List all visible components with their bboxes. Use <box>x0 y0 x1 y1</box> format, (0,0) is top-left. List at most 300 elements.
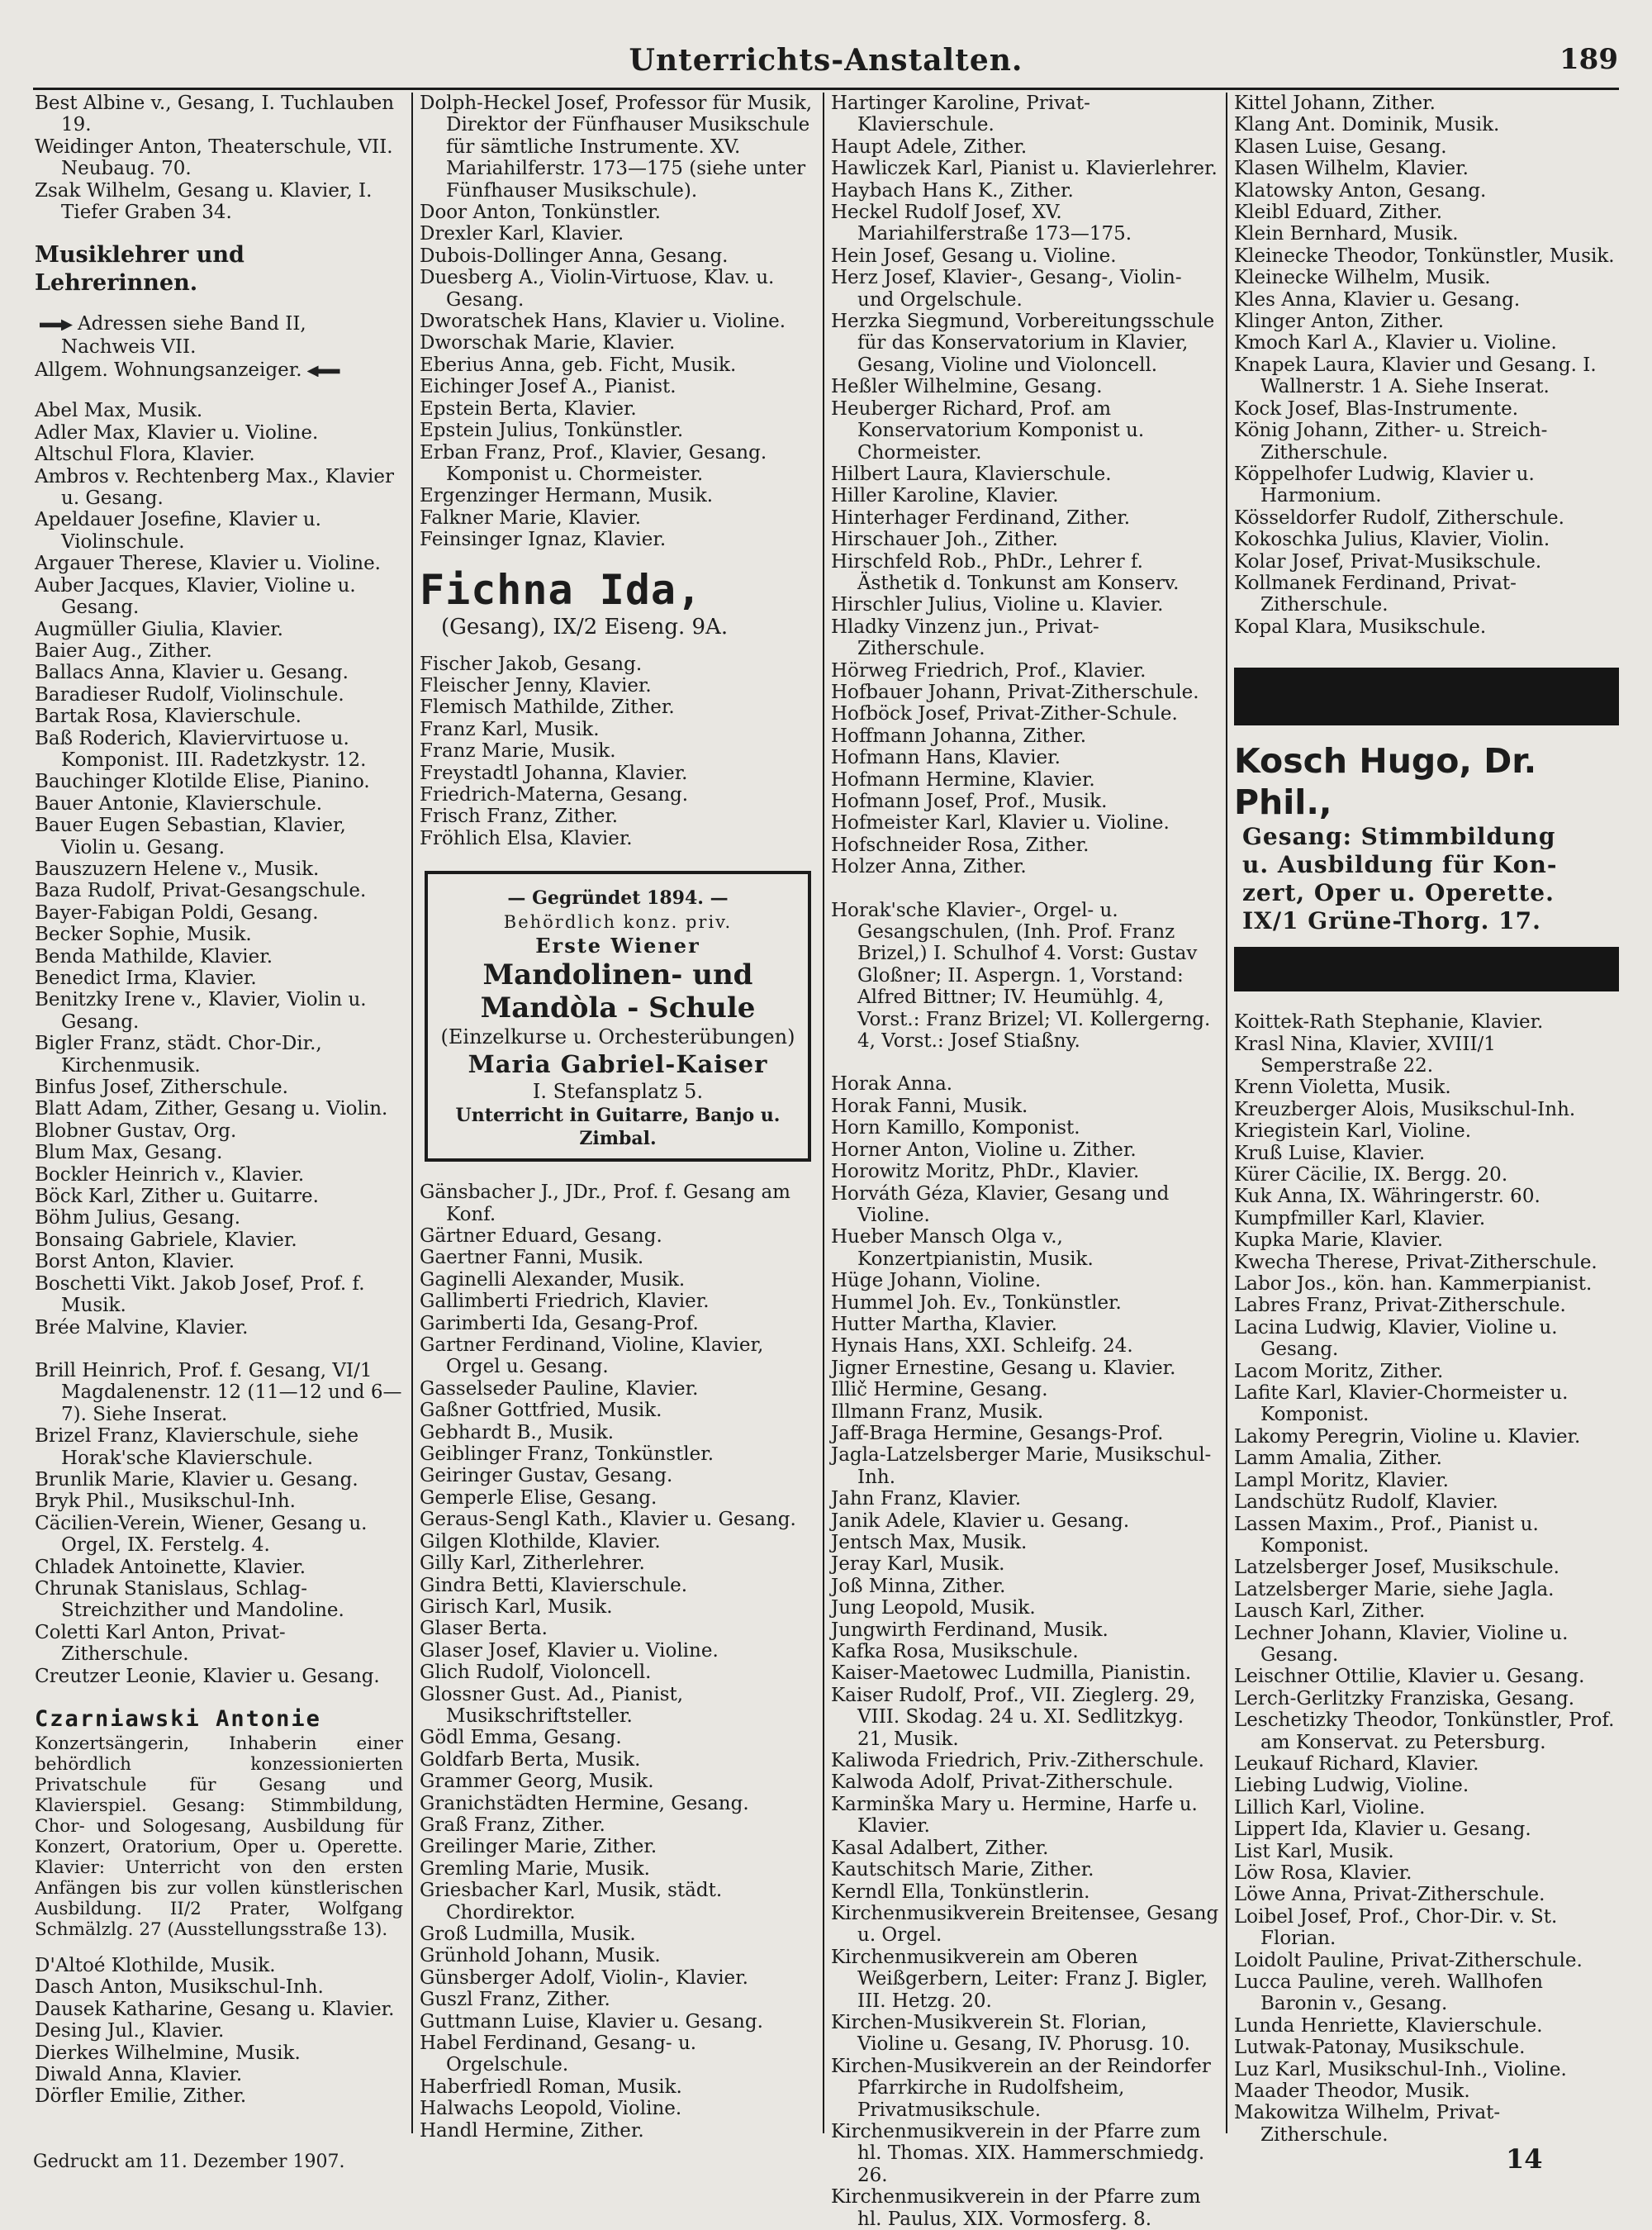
list-item: Lunda Henriette, Klavierschule. <box>1234 2014 1543 2037</box>
section-title: Musiklehrer und Lehrerinnen. <box>35 242 244 297</box>
list-item: Gallimberti Friedrich, Klavier. <box>420 1291 710 1313</box>
list-item: Friedrich-Materna, Gesang. <box>420 783 689 806</box>
column-3 <box>831 93 1219 2230</box>
list-item: Binfus Josef, Zitherschule. <box>35 1077 288 1099</box>
ad-address: I. Stefansplatz 5. <box>532 1080 704 1104</box>
list-item: Labor Jos., kön. han. Kammerpianist. <box>1234 1273 1593 1296</box>
list-item: Franz Karl, Musik. <box>420 718 600 740</box>
ad-name: Fichna Ida, <box>420 565 703 614</box>
list-item: Hinterhager Ferdinand, Zither. <box>831 506 1131 529</box>
list-item: Bauchinger Klotilde Elise, Pianino. <box>35 771 370 793</box>
list-item: Blum Max, Gesang. <box>35 1142 223 1164</box>
list-item: Dworschak Marie, Klavier. <box>420 332 676 354</box>
list-item: Erban Franz, Prof., Klavier, Gesang. Komponist u. Chormeister. <box>420 441 767 485</box>
list-item: Freystadtl Johanna, Klavier. <box>420 762 688 784</box>
list-item: Drexler Karl, Klavier. <box>420 223 624 245</box>
list-item: Grammer Georg, Musik. <box>420 1771 654 1793</box>
list-item: Klein Bernhard, Musik. <box>1234 223 1459 245</box>
list-item: Bayer-Fabigan Poldi, Gesang. <box>35 901 319 924</box>
list-item: Baß Roderich, Klaviervirtuose u. Komponist. III. Radetzkystr. 12. <box>35 727 367 771</box>
column-divider-2 <box>823 93 824 2133</box>
list-item: Kautschitsch Marie, Zither. <box>831 1859 1094 1881</box>
list-item: Brizel Franz, Klavierschule, siehe Horak'sche Klavierschule. <box>35 1425 359 1469</box>
list-item: Günsberger Adolf, Violin-, Klavier. <box>420 1966 748 1989</box>
list-item: Eberius Anna, geb. Ficht, Musik. <box>420 354 737 376</box>
list-item: Kollmanek Ferdinand, Privat-Zitherschule. <box>1234 572 1517 616</box>
ad-fichna <box>420 566 816 640</box>
list-item: Hofmann Hermine, Klavier. <box>831 768 1095 791</box>
list-item: Kokoschka Julius, Klavier, Violin. <box>1234 529 1550 551</box>
list-item: Labres Franz, Privat-Zitherschule. <box>1234 1295 1566 1317</box>
list-item: Heßler Wilhelmine, Gesang. <box>831 376 1103 398</box>
list-item: Horak'sche Klavier-, Orgel- u. Gesangschulen, (Inh. Prof. Franz Brizel,) I. Schulhof 4. Vorst: Gustav Gloßner; II. Aspergn. 1, Vorstand: Alfred Bittner; IV. Heumühlg. 4, Vorst.: Franz Brizel; VI. Kollergerng. 4, Vorst.: Josef Stiaßny. <box>831 899 1211 1053</box>
list-item: Griesbacher Karl, Musik, städt. Chordirektor. <box>420 1880 723 1923</box>
list-item: Böhm Julius, Gesang. <box>35 1207 241 1229</box>
header-rule <box>33 88 1619 90</box>
list-item: Augmüller Giulia, Klavier. <box>35 618 283 640</box>
list-item: Makowitza Wilhelm, Privat-Zitherschule. <box>1234 2102 1501 2146</box>
list-item: Kafka Rosa, Musikschule. <box>831 1641 1079 1663</box>
list-item: Kirchen-Musikverein St. Florian, Violine u. Gesang, IV. Phorusg. 10. <box>831 2011 1190 2056</box>
list-item: Kumpfmiller Karl, Klavier. <box>1234 1207 1486 1229</box>
list-item: Kirchen-Musikverein an der Reindorfer Pfarrkirche in Rudolfsheim, Privatmusikschule. <box>831 2055 1211 2121</box>
list-item: Bryk Phil., Musikschul-Inh. <box>35 1491 296 1513</box>
list-item: Hofschneider Rosa, Zither. <box>831 834 1089 856</box>
list-item: Door Anton, Tonkünstler. <box>420 202 661 224</box>
list-item: Gänsbacher J., JDr., Prof. f. Gesang am Konf. <box>420 1182 790 1225</box>
list-item: Kock Josef, Blas-Instrumente. <box>1234 397 1519 420</box>
list-item: Guszl Franz, Zither. <box>420 1989 610 2011</box>
list-item: Kolar Josef, Privat-Musikschule. <box>1234 550 1542 573</box>
list-item: Hiller Karoline, Klavier. <box>831 485 1059 507</box>
list-item: Haybach Hans K., Zither. <box>831 179 1074 202</box>
list-item: Kittel Johann, Zither. <box>1234 93 1436 114</box>
list-item: Kaiser Rudolf, Prof., VII. Zieglerg. 29, VIII. Skodag. 24 u. XI. Sedlitzkyg. 21, Musik. <box>831 1684 1196 1750</box>
list-item: Gaginelli Alexander, Musik. <box>420 1268 686 1291</box>
list-item: Kirchenmusikverein in der Pfarre zum hl. Thomas. XIX. Hammerschmiedg. 26. <box>831 2120 1205 2186</box>
list-item: Kupka Marie, Klavier. <box>1234 1229 1444 1252</box>
list-item: Lutwak-Patonay, Musikschule. <box>1234 2037 1526 2059</box>
column-2 <box>420 93 816 2175</box>
list-item: Desing Jul., Klavier. <box>35 2020 225 2042</box>
list-item: Duesberg A., Violin-Virtuose, Klav. u. Gesang. <box>420 267 775 311</box>
list-item: Baradieser Rudolf, Violinschule. <box>35 683 344 706</box>
list-item: Leischner Ottilie, Klavier u. Gesang. <box>1234 1666 1585 1688</box>
list-item: Illmann Franz, Musik. <box>831 1400 1044 1423</box>
list-item: Ergenzinger Hermann, Musik. <box>420 485 714 507</box>
list-item: Leschetizky Theodor, Tonkünstler, Prof. am Konservat. zu Petersburg. <box>1234 1709 1615 1753</box>
list-item: Latzelsberger Marie, siehe Jagla. <box>1234 1578 1555 1600</box>
pointing-hand-icon <box>307 365 340 377</box>
list-item: Dolph-Heckel Josef, Professor für Musik, Direktor der Fünfhauser Musikschule für sämtliche Instrumente. XV. Mariahilferstr. 173—175 (siehe unter Fünfhauser Musikschule). <box>420 93 813 202</box>
list-item: Abel Max, Musik. <box>35 400 203 422</box>
list-item: Becker Sophie, Musik. <box>35 924 252 946</box>
list-item: Lausch Karl, Zither. <box>1234 1600 1426 1623</box>
list-item: Kaiser-Maetowec Ludmilla, Pianistin. <box>831 1662 1192 1685</box>
spacer <box>831 878 1219 900</box>
list-item: Graß Franz, Zither. <box>420 1814 605 1836</box>
ad-line: IX/1 Grüne-Thorg. 17. <box>1242 907 1541 935</box>
list-item: Borst Anton, Klavier. <box>35 1251 235 1273</box>
list-item: Baza Rudolf, Privat-Gesangschule. <box>35 880 367 902</box>
ad-kosch <box>1234 668 1619 991</box>
list-item: Hofbauer Johann, Privat-Zitherschule. <box>831 681 1199 703</box>
list-item: Hilbert Laura, Klavierschule. <box>831 463 1112 485</box>
list-item: Lillich Karl, Violine. <box>1234 1796 1426 1819</box>
list-item: Gindra Betti, Klavierschule. <box>420 1574 688 1596</box>
list-item: Hirschauer Joh., Zither. <box>831 529 1058 551</box>
list-item: Lampl Moritz, Klavier. <box>1234 1469 1449 1491</box>
list-item: Loidolt Pauline, Privat-Zitherschule. <box>1234 1949 1583 1971</box>
list-item: Goldfarb Berta, Musik. <box>420 1748 641 1771</box>
cross-reference-note-2 <box>35 359 403 382</box>
list-item: Frisch Franz, Zither. <box>420 806 619 828</box>
list-item: Halwachs Leopold, Violine. <box>420 2098 682 2120</box>
list-item: Gilly Karl, Zitherlehrer. <box>420 1552 645 1575</box>
ad-headline-2: Mandòla - Schule <box>480 991 756 1025</box>
list-item: Cäcilien-Verein, Wiener, Gesang u. Orgel, IX. Ferstelg. 4. <box>35 1512 368 1557</box>
list-item: Blatt Adam, Zither, Gesang u. Violin. <box>35 1098 388 1120</box>
ad-lessons: Unterricht in Guitarre, Banjo u. Zimbal. <box>455 1105 781 1150</box>
list-item: Jung Leopold, Musik. <box>831 1597 1036 1619</box>
list-item: Lakomy Peregrin, Violine u. Klavier. <box>1234 1425 1581 1448</box>
ad-name: Kosch Hugo, Dr. Phil., <box>1234 741 1537 823</box>
list-item: Kleibl Eduard, Zither. <box>1234 202 1443 224</box>
list-item: Dubois-Dollinger Anna, Gesang. <box>420 245 729 267</box>
list-item: Geraus-Sengl Kath., Klavier u. Gesang. <box>420 1509 796 1531</box>
list-item: Kalwoda Adolf, Privat-Zitherschule. <box>831 1771 1174 1794</box>
list-item: Kasal Adalbert, Zither. <box>831 1837 1049 1859</box>
list-item: Jentsch Max, Musik. <box>831 1532 1028 1553</box>
list-item: Dasch Anton, Musikschul-Inh. <box>35 1976 324 1999</box>
list-item: Herzka Siegmund, Vorbereitungsschule für das Konservatorium in Klavier, Gesang, Violine und Violoncell. <box>831 311 1215 376</box>
list-item: Horak Fanni, Musik. <box>831 1095 1028 1117</box>
spacer <box>35 1338 403 1360</box>
list-item: Bonsaing Gabriele, Klavier. <box>35 1229 297 1251</box>
page-number: 189 <box>1559 43 1618 76</box>
list-item: Fleischer Jenny, Klavier. <box>420 674 652 697</box>
list-item: Chrunak Stanislaus, Schlag-Streichzither und Mandoline. <box>35 1577 344 1622</box>
list-item: Latzelsberger Josef, Musikschule. <box>1234 1557 1559 1579</box>
page-title: Unterrichts-Anstalten. <box>629 43 1023 78</box>
list-item: Kirchenmusikverein in der Pfarre zum hl. Paulus, XIX. Vormosferg. 8. <box>831 2186 1201 2230</box>
list-item: Hein Josef, Gesang u. Violine. <box>831 245 1117 267</box>
list-item: Klasen Luise, Gesang. <box>1234 136 1447 158</box>
list-item: Glaser Berta. <box>420 1618 548 1640</box>
list-item: Liebing Ludwig, Violine. <box>1234 1775 1469 1797</box>
list-item: Kles Anna, Klavier u. Gesang. <box>1234 288 1521 311</box>
list-item: Kürer Cäcilie, IX. Bergg. 20. <box>1234 1164 1508 1186</box>
list-item: Ambros v. Rechtenberg Max., Klavier u. Gesang. <box>35 465 395 510</box>
list-item: Loibel Josef, Prof., Chor-Dir. v. St. Florian. <box>1234 1905 1558 1950</box>
list-item: D'Altoé Klothilde, Musik. <box>35 1955 276 1976</box>
list-item: Jungwirth Ferdinand, Musik. <box>831 1619 1108 1641</box>
list-item: Illič Hermine, Gesang. <box>831 1379 1048 1401</box>
list-item: Lechner Johann, Klavier, Violine u. Gesang. <box>1234 1622 1569 1666</box>
cross-reference-note <box>35 312 403 359</box>
list-item: Hofmann Josef, Prof., Musik. <box>831 791 1108 812</box>
entry-list-bottom <box>420 1182 816 2142</box>
list-item: Lucca Pauline, vereh. Wallhofen Baronin v., Gesang. <box>1234 1971 1543 2015</box>
list-item: Kreuzberger Alois, Musikschul-Inh. <box>1234 1098 1576 1120</box>
list-item: Glaser Josef, Klavier u. Violine. <box>420 1639 719 1662</box>
list-item: Adler Max, Klavier u. Violine. <box>35 421 319 444</box>
list-item: Leukauf Richard, Klavier. <box>1234 1752 1479 1775</box>
list-item: List Karl, Musik. <box>1234 1840 1394 1862</box>
ad-owner: Maria Gabriel-Kaiser <box>468 1050 768 1079</box>
spacer <box>831 1052 1219 1073</box>
entry-list-top <box>35 93 403 223</box>
list-item: Klatowsky Anton, Gesang. <box>1234 179 1487 202</box>
list-item: Hladky Vinzenz jun., Privat-Zitherschule. <box>831 616 1099 660</box>
list-item: König Johann, Zither- u. Streich-Zitherschule. <box>1234 420 1548 464</box>
list-item: Handl Hermine, Zither. <box>420 2119 644 2142</box>
list-item: Böck Karl, Zither u. Guitarre. <box>35 1186 319 1208</box>
list-item: Horner Anton, Violine u. Zither. <box>831 1139 1137 1161</box>
list-item: Heckel Rudolf Josef, XV. Mariahilferstraße 173—175. <box>831 202 1132 245</box>
list-item: Horn Kamillo, Komponist. <box>831 1117 1080 1139</box>
pointing-hand-icon <box>40 319 73 330</box>
list-item: Zsak Wilhelm, Gesang u. Klavier, I. Tiefer Graben 34. <box>35 179 373 224</box>
list-item: Ballacs Anna, Klavier u. Gesang. <box>35 662 349 684</box>
list-item: Hynais Hans, XXI. Schleifg. 24. <box>831 1335 1133 1357</box>
list-item: Bauer Antonie, Klavierschule. <box>35 792 323 815</box>
list-item: Granichstädten Hermine, Gesang. <box>420 1792 749 1814</box>
list-item: Lacina Ludwig, Klavier, Violine u. Gesang. <box>1234 1316 1558 1361</box>
list-item: Köppelhofer Ludwig, Klavier u. Harmonium. <box>1234 463 1535 507</box>
list-item: Klang Ant. Dominik, Musik. <box>1234 114 1500 136</box>
list-item: Hutter Martha, Klavier. <box>831 1313 1057 1335</box>
ad-name: Czarniawski Antonie <box>35 1706 321 1732</box>
ad-black-bar <box>1234 947 1619 991</box>
list-item: Boschetti Vikt. Jakob Josef, Prof. f. Musik. <box>35 1272 365 1317</box>
list-item: Kerndl Ella, Tonkünstlerin. <box>831 1881 1090 1903</box>
list-item: Landschütz Rudolf, Klavier. <box>1234 1491 1498 1514</box>
list-item: Lippert Ida, Klavier u. Gesang. <box>1234 1819 1531 1841</box>
list-item: Hoffmann Johanna, Zither. <box>831 725 1087 747</box>
list-item: Garimberti Ida, Gesang-Prof. <box>420 1312 699 1334</box>
list-item: Bartak Rosa, Klavierschule. <box>35 706 301 728</box>
list-item: Baier Aug., Zither. <box>35 640 212 662</box>
list-item: Geiblinger Franz, Tonkünstler. <box>420 1443 714 1466</box>
ad-subtitle: (Gesang), IX/2 Eiseng. 9A. <box>441 614 729 640</box>
list-item: Creutzer Leonie, Klavier u. Gesang. <box>35 1665 380 1687</box>
list-item: Gaßner Gottfried, Musik. <box>420 1400 662 1422</box>
list-item: Benitzky Irene v., Klavier, Violin u. Gesang. <box>35 989 367 1033</box>
column-divider-3 <box>1226 93 1227 2133</box>
list-item: Bockler Heinrich v., Klavier. <box>35 1163 305 1186</box>
list-item: Hueber Mansch Olga v., Konzertpianistin, Musik. <box>831 1226 1094 1270</box>
list-item: Fröhlich Elsa, Klavier. <box>420 827 633 849</box>
list-item: Coletti Karl Anton, Privat-Zitherschule. <box>35 1621 286 1666</box>
list-item: Blobner Gustav, Org. <box>35 1120 237 1142</box>
list-item: Kopal Klara, Musikschule. <box>1234 616 1487 638</box>
list-item: Epstein Julius, Tonkünstler. <box>420 420 684 442</box>
list-item: Lacom Moritz, Zither. <box>1234 1360 1444 1382</box>
list-item: Joß Minna, Zither. <box>831 1575 1006 1597</box>
list-item: Gemperle Elise, Gesang. <box>420 1486 657 1509</box>
entry-list <box>420 93 816 551</box>
list-item: Haupt Adele, Zither. <box>831 136 1028 158</box>
list-item: Girisch Karl, Musik. <box>420 1595 613 1618</box>
list-item: Flemisch Mathilde, Zither. <box>420 697 675 719</box>
print-date: Gedruckt am 11. Dezember 1907. <box>33 2152 345 2172</box>
list-item: Grünhold Johann, Musik. <box>420 1945 661 1967</box>
list-item: Glossner Gust. Ad., Pianist, Musikschriftsteller. <box>420 1683 684 1727</box>
list-item: Gödl Emma, Gesang. <box>420 1727 622 1749</box>
list-item: Heuberger Richard, Prof. am Konservatorium Komponist u. Chormeister. <box>831 397 1145 464</box>
list-item: Brill Heinrich, Prof. f. Gesang, VI/1 Magdalenenstr. 12 (11—12 und 6—7). Siehe Inserat. <box>35 1359 402 1425</box>
list-item: Hummel Joh. Ev., Tonkünstler. <box>831 1291 1122 1314</box>
list-item: Benda Mathilde, Klavier. <box>35 945 273 968</box>
list-item: Guttmann Luise, Klavier u. Gesang. <box>420 2010 763 2033</box>
list-item: Weidinger Anton, Theaterschule, VII. Neubaug. 70. <box>35 136 393 180</box>
list-item: Holzer Anna, Zither. <box>831 856 1027 878</box>
ad-mandolinen-schule <box>425 871 811 1162</box>
list-item: Luz Karl, Musikschul-Inh., Violine. <box>1234 2058 1567 2080</box>
list-item: Best Albine v., Gesang, I. Tuchlauben 19. <box>35 93 395 136</box>
list-item: Brée Malvine, Klavier. <box>35 1316 249 1338</box>
list-item: Diwald Anna, Klavier. <box>35 2064 243 2086</box>
note-line-1: Adressen siehe Band II, Nachweis VII. <box>61 313 306 359</box>
list-item: Auber Jacques, Klavier, Violine u. Gesang. <box>35 574 356 619</box>
list-item: Altschul Flora, Klavier. <box>35 444 255 466</box>
list-item: Epstein Berta, Klavier. <box>420 397 637 420</box>
list-item: Glich Rudolf, Violoncell. <box>420 1662 652 1684</box>
list-item: Hörweg Friedrich, Prof., Klavier. <box>831 659 1146 682</box>
ad-black-bar <box>1234 668 1619 725</box>
list-item: Kuk Anna, IX. Währingerstr. 60. <box>1234 1186 1540 1208</box>
list-item: Hofböck Josef, Privat-Zither-Schule. <box>831 703 1178 725</box>
note-line-2: Allgem. Wohnungsanzeiger. <box>35 359 302 382</box>
list-item: Kirchenmusikverein Breitensee, Gesang u. Orgel. <box>831 1902 1219 1947</box>
list-item: Hirschler Julius, Violine u. Klavier. <box>831 594 1164 616</box>
list-item: Bauer Eugen Sebastian, Klavier, Violin u. Gesang. <box>35 815 346 858</box>
list-item: Klinger Anton, Zither. <box>1234 311 1445 333</box>
list-item: Habel Ferdinand, Gesang- u. Orgelschule. <box>420 2033 697 2076</box>
list-item: Kriegistein Karl, Violine. <box>1234 1120 1472 1143</box>
column-4 <box>1234 93 1619 2175</box>
list-item: Bauszuzern Helene v., Musik. <box>35 858 320 880</box>
list-item: Franz Marie, Musik. <box>420 740 616 763</box>
list-item: Kwecha Therese, Privat-Zitherschule. <box>1234 1251 1597 1273</box>
list-item: Horowitz Moritz, PhDr., Klavier. <box>831 1161 1140 1183</box>
list-item: Hofmeister Karl, Klavier u. Violine. <box>831 812 1170 834</box>
ad-courses: (Einzelkurse u. Orchesterübungen) <box>440 1025 795 1049</box>
list-item: Lafite Karl, Klavier-Chormeister u. Komponist. <box>1234 1382 1569 1426</box>
list-item: Jagla-Latzelsberger Marie, Musikschul-Inh. <box>831 1444 1212 1488</box>
list-item: Greilinger Marie, Zither. <box>420 1836 657 1858</box>
list-item: Gartner Ferdinand, Violine, Klavier, Orgel u. Gesang. <box>420 1334 764 1378</box>
list-item: Horváth Géza, Klavier, Gesang und Violine. <box>831 1182 1170 1226</box>
list-item: Jaff-Braga Hermine, Gesangs-Prof. <box>831 1422 1164 1444</box>
list-item: Gaertner Fanni, Musik. <box>420 1247 644 1269</box>
list-item: Horak Anna. <box>831 1073 953 1096</box>
list-item: Feinsinger Ignaz, Klavier. <box>420 529 667 551</box>
list-item: Jigner Ernestine, Gesang u. Klavier. <box>831 1357 1176 1379</box>
list-item: Hartinger Karoline, Privat-Klavierschule. <box>831 93 1090 136</box>
list-item: Falkner Marie, Klavier. <box>420 506 641 529</box>
ad-line: zert, Oper u. Operette. <box>1242 879 1555 907</box>
list-item: Kaliwoda Friedrich, Priv.-Zitherschule. <box>831 1750 1204 1772</box>
list-item: Kleinecke Wilhelm, Musik. <box>1234 267 1491 289</box>
list-item: Gebhardt B., Musik. <box>420 1421 615 1443</box>
list-item: Kruß Luise, Klavier. <box>1234 1142 1426 1164</box>
list-item: Maader Theodor, Musik. <box>1234 2080 1470 2103</box>
list-item: Jeray Karl, Musik. <box>831 1553 1005 1576</box>
list-item: Lassen Maxim., Prof., Pianist u. Komponist. <box>1234 1513 1539 1557</box>
entry-list-mid <box>420 654 816 850</box>
list-item: Knapek Laura, Klavier und Gesang. I. Wallnerstr. 1 A. Siehe Inserat. <box>1234 354 1597 398</box>
ad-text: Konzertsängerin, Inhaberin einer behördlich konzessionierten Privatschule für Gesang und Klavierspiel. Gesang: Stimmbildung, Chor- und Sologesang, Ausbildung für Konzert, Oratorium, Oper u. Operette. Klavier: Unterricht von den ersten Anfängen bis zur vollen künstlerischen Ausbildung. II/2 Prater, Wolfgang Schmälzlg. 27 (Ausstellungsstraße 13). <box>35 1733 403 1940</box>
list-item: Fischer Jakob, Gesang. <box>420 653 643 675</box>
list-item: Groß Ludmilla, Musik. <box>420 1923 636 1945</box>
list-item: Gremling Marie, Musik. <box>420 1857 650 1880</box>
list-item: Karminška Mary u. Hermine, Harfe u. Klavier. <box>831 1793 1198 1838</box>
list-item: Dworatschek Hans, Klavier u. Violine. <box>420 311 786 333</box>
list-item: Krasl Nina, Klavier, XVIII/1 Semperstraße 22. <box>1234 1033 1496 1077</box>
list-item: Jahn Franz, Klavier. <box>831 1488 1022 1510</box>
list-item: Krenn Violetta, Musik. <box>1234 1077 1451 1099</box>
list-item: Hawliczek Karl, Pianist u. Klavierlehrer. <box>831 158 1218 180</box>
entry-list <box>1234 93 1619 638</box>
ad-license: Behördlich konz. priv. <box>503 912 733 933</box>
column-1 <box>35 93 403 2175</box>
signature-mark: 14 <box>1506 2143 1543 2175</box>
list-item: Löwe Anna, Privat-Zitherschule. <box>1234 1884 1545 1906</box>
list-item: Gasselseder Pauline, Klavier. <box>420 1377 699 1400</box>
ad-headline-1: Mandolinen- und <box>482 958 753 992</box>
list-item: Gilgen Klothilde, Klavier. <box>420 1530 661 1552</box>
entry-list-bottom <box>35 1955 403 2108</box>
list-item: Lamm Amalia, Zither. <box>1234 1448 1442 1470</box>
list-item: Janik Adele, Klavier u. Gesang. <box>831 1510 1130 1532</box>
list-item: Chladek Antoinette, Klavier. <box>35 1556 306 1578</box>
list-item: Löw Rosa, Klavier. <box>1234 1862 1412 1884</box>
entry-list <box>35 400 403 1687</box>
list-item: Herz Josef, Klavier-, Gesang-, Violin- und Orgelschule. <box>831 267 1182 311</box>
list-item: Dierkes Wilhelmine, Musik. <box>35 2042 301 2064</box>
list-item: Gärtner Eduard, Gesang. <box>420 1225 662 1247</box>
list-item: Kmoch Karl A., Klavier u. Violine. <box>1234 332 1557 354</box>
list-item: Brunlik Marie, Klavier u. Gesang. <box>35 1468 358 1491</box>
list-item: Koittek-Rath Stephanie, Klavier. <box>1234 1011 1544 1034</box>
list-item: Dörfler Emilie, Zither. <box>35 2085 247 2108</box>
list-item: Hofmann Hans, Klavier. <box>831 747 1061 769</box>
entry-list <box>831 93 1219 2230</box>
ad-czarniawski <box>35 1705 403 1940</box>
list-item: Geiringer Gustav, Gesang. <box>420 1465 673 1487</box>
list-item: Eichinger Josef A., Pianist. <box>420 376 676 398</box>
ad-first: Erste Wiener <box>535 934 700 958</box>
list-item: Kösseldorfer Rudolf, Zitherschule. <box>1234 506 1564 529</box>
entry-list-bottom <box>1234 1011 1619 2146</box>
list-item: Dausek Katharine, Gesang u. Klavier. <box>35 1998 395 2020</box>
list-item: Hüge Johann, Violine. <box>831 1270 1042 1292</box>
column-divider-1 <box>411 93 413 2133</box>
ad-line: u. Ausbildung für Kon- <box>1242 851 1558 879</box>
list-item: Kirchenmusikverein am Oberen Weißgerbern, Leiter: Franz J. Bigler, III. Hetzg. 20. <box>831 1946 1208 2012</box>
list-item: Haberfriedl Roman, Musik. <box>420 2075 682 2098</box>
list-item: Benedict Irma, Klavier. <box>35 968 257 989</box>
ad-line: Gesang: Stimmbildung <box>1242 823 1556 851</box>
list-item: Lerch-Gerlitzky Franziska, Gesang. <box>1234 1687 1575 1709</box>
list-item: Kleinecke Theodor, Tonkünstler, Musik. <box>1234 245 1615 267</box>
list-item: Bigler Franz, städt. Chor-Dir., Kirchenmusik. <box>35 1033 322 1077</box>
list-item: Klasen Wilhelm, Klavier. <box>1234 158 1469 180</box>
ad-founded: — Gegründet 1894. — <box>507 887 729 910</box>
list-item: Argauer Therese, Klavier u. Violine. <box>35 553 381 575</box>
